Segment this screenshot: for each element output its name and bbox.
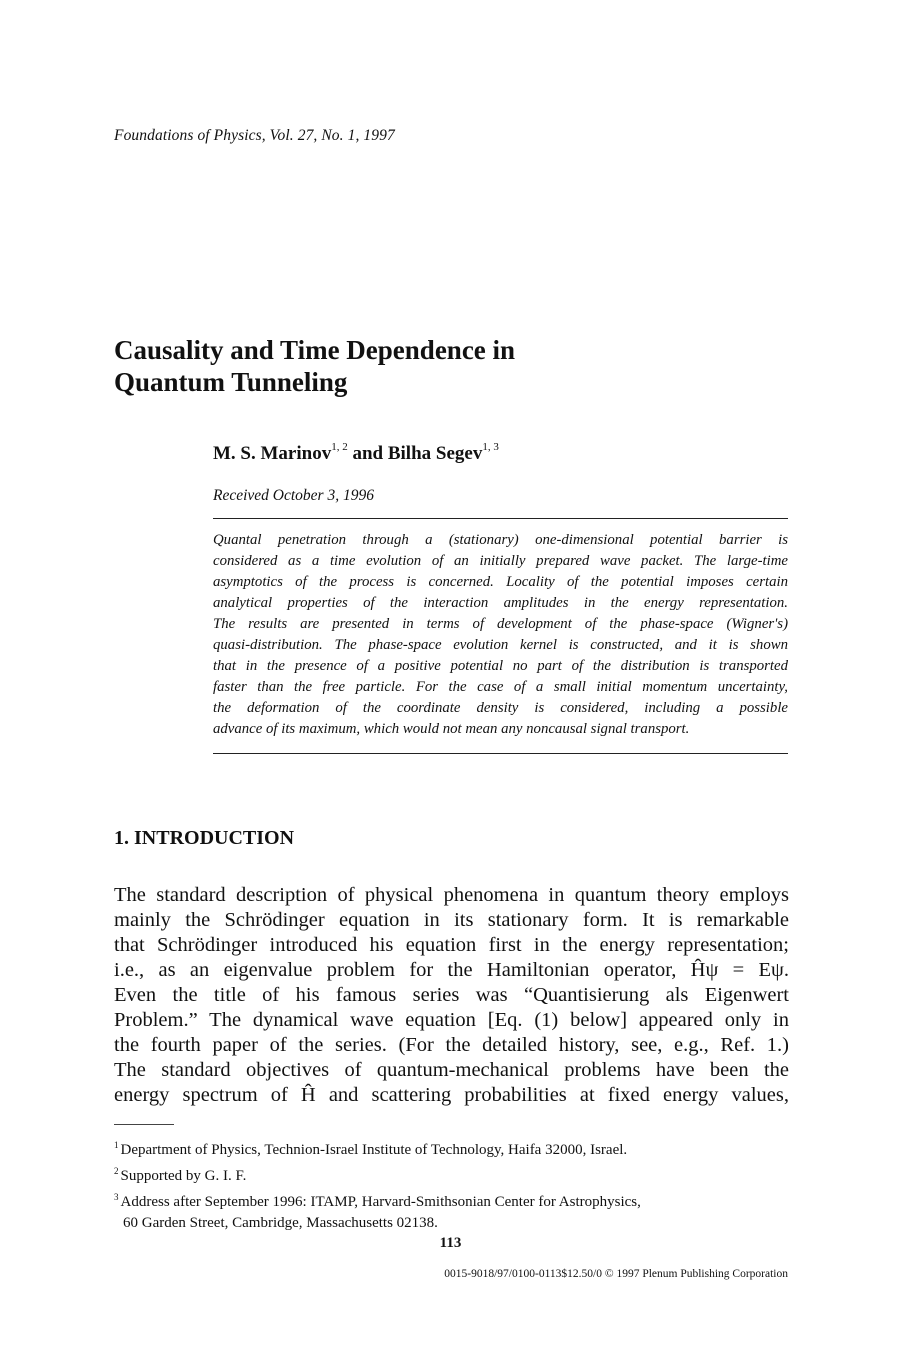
abstract-bottom-rule [213, 753, 788, 754]
author-name: Bilha Segev [387, 443, 483, 464]
received-date: Received October 3, 1996 [213, 487, 374, 504]
page-number: 113 [439, 1235, 462, 1251]
footnote [114, 1161, 789, 1187]
footnote-rule [114, 1124, 174, 1125]
body-line: mainly the Schrödinger equation in its stationary form. It is remarkable [114, 909, 789, 931]
body-line: Even the title of his famous series was “Quantisierung als Eigenwert [114, 984, 789, 1006]
author-affiliation-mark: 1, 3 [482, 441, 499, 453]
footnote-mark: 3 [114, 1192, 119, 1202]
title-line: Causality and Time Dependence in [114, 335, 516, 365]
abstract-line: the deformation of the coordinate density is considered, including a possible [213, 700, 788, 716]
footnote-mark: 1 [114, 1140, 119, 1150]
abstract-line: faster than the free particle. For the case of a small initial momentum uncertainty, [213, 679, 788, 695]
journal-reference: Foundations of Physics, Vol. 27, No. 1, 1997 [114, 127, 395, 144]
footnote [114, 1187, 789, 1213]
author-name: M. S. Marinov [213, 443, 332, 464]
title-line: Quantum Tunneling [114, 367, 348, 397]
footnote-text: Department of Physics, Technion-Israel Institute of Technology, Haifa 32000, Israel. [120, 1142, 628, 1158]
abstract-line: Quantal penetration through a (stationary) one-dimensional potential barrier is [213, 532, 788, 548]
abstract-line: The results are presented in terms of development of the phase-space (Wigner's) [213, 616, 788, 632]
abstract-line: quasi-distribution. The phase-space evolution kernel is constructed, and it is shown [213, 637, 788, 653]
footnote-mark: 2 [114, 1166, 119, 1176]
footnote [114, 1135, 789, 1161]
body-line: energy spectrum of Ĥ and scattering probabilities at fixed energy values, [114, 1084, 789, 1106]
footnote-text: Address after September 1996: ITAMP, Harvard-Smithsonian Center for Astrophysics, [120, 1194, 641, 1210]
abstract-top-rule [213, 518, 788, 519]
section-heading: 1. INTRODUCTION [114, 827, 295, 849]
copyright-line: 0015-9018/97/0100-0113$12.50/0 © 1997 Plenum Publishing Corporation [444, 1268, 788, 1280]
body-line: the fourth paper of the series. (For the detailed history, see, e.g., Ref. 1.) [114, 1034, 789, 1056]
abstract-line: that in the presence of a positive potential no part of the distribution is transported [213, 658, 788, 674]
body-line: that Schrödinger introduced his equation first in the energy representation; [114, 934, 789, 956]
body-line: Problem.” The dynamical wave equation [Eq. (1) below] appeared only in [114, 1009, 789, 1031]
author-affiliation-mark: 1, 2 [331, 441, 348, 453]
paper-title [114, 334, 674, 398]
footnotes [114, 1135, 789, 1234]
body-line: The standard objectives of quantum-mechanical problems have been the [114, 1059, 789, 1081]
abstract-line: advance of its maximum, which would not mean any noncausal signal transport. [213, 721, 690, 737]
abstract [213, 530, 788, 740]
body-paragraph [114, 883, 789, 1108]
footnote-text: Supported by G. I. F. [120, 1168, 247, 1184]
abstract-line: asymptotics of the process is concerned. Locality of the potential imposes certain [213, 574, 788, 590]
body-line: The standard description of physical phenomena in quantum theory employs [114, 884, 789, 906]
author-joiner: and [352, 443, 384, 464]
author-list [213, 441, 499, 465]
abstract-line: considered as a time evolution of an initially prepared wave packet. The large-time [213, 553, 788, 569]
footnote-continuation: 60 Garden Street, Cambridge, Massachusetts 02138. [123, 1215, 438, 1231]
body-line: i.e., as an eigenvalue problem for the Hamiltonian operator, Ĥψ = Eψ. [114, 959, 789, 981]
abstract-line: analytical properties of the interaction amplitudes in the energy representation. [213, 595, 788, 611]
